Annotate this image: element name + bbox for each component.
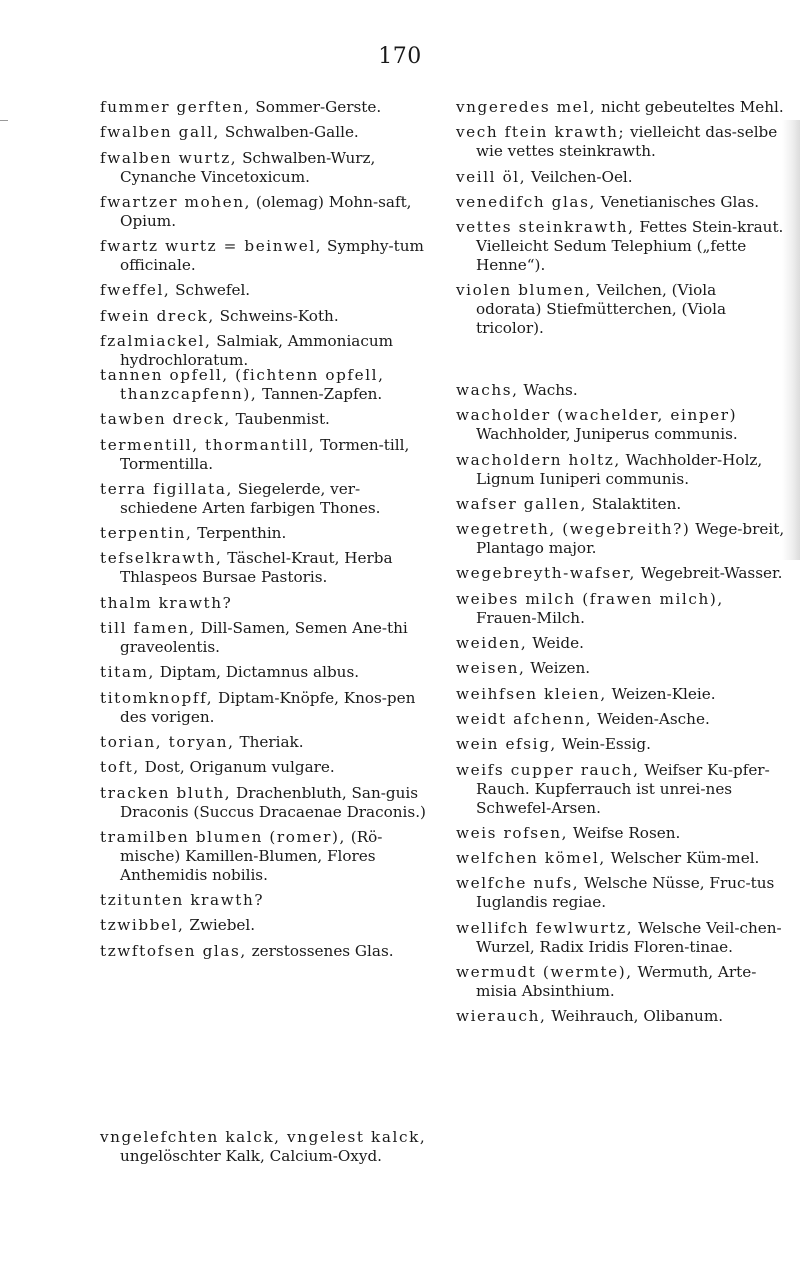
entry-headword: thalm krawth? [100,593,233,612]
entry-headword: venedifch glas, [456,192,596,211]
dictionary-entry [456,634,786,653]
dictionary-entry [100,524,432,543]
entry-headword: tzitunten krawth? [100,891,265,910]
entry-definition: Welscher Küm-mel. [610,849,760,868]
entry-headword: fwalben gall, [100,123,220,142]
entry-headword: titam, [100,663,155,682]
entry-definition: nicht gebeuteltes Mehl. [600,98,784,116]
entry-definition: vielleicht das-selbe wie vettes steinkrawth. [476,123,778,161]
dictionary-entry [100,237,432,275]
entry-headword: till famen, [100,619,196,638]
entry-headword: weibes milch (frawen milch), [456,589,724,608]
right-group-1 [456,98,786,345]
dictionary-entry [100,480,432,518]
entry-definition: Veilchen-Oel. [531,167,633,186]
entry-headword: wachs, [456,381,519,399]
entry-definition: Schwefel. [175,281,251,300]
entry-headword: welfchen kömel, [456,849,606,868]
entry-headword: vngelefchten kalck, vngelest kalck, [100,1128,427,1146]
entry-headword: terra figillata, [100,479,233,498]
entry-headword: tzwftofsen glas, [100,941,247,960]
entry-definition: Stalaktiten. [591,494,682,513]
entry-definition: Theriak. [239,732,304,751]
entry-definition: Wachholder-Holz, Lignum Iuniperi communis. [476,450,763,488]
dictionary-entry [456,123,786,161]
entry-headword: tefselkrawth, [100,549,223,568]
entry-definition: Dill-Samen, Semen Ane-thi graveolentis. [120,619,408,657]
dictionary-entry [100,193,432,231]
dictionary-entry [456,495,786,514]
entry-definition: Tannen-Zapfen. [262,385,383,403]
dictionary-entry [456,963,786,1001]
entry-headword: violen blumen, [456,281,592,300]
entry-definition: Schwalben-Wurz, Cynanche Vincetoxicum. [120,148,376,186]
dictionary-entry [456,564,786,583]
dictionary-entry [456,1007,786,1026]
entry-headword: fwein dreck, [100,306,215,325]
entry-definition: Wein-Essig. [561,735,651,754]
entry-headword: wellifch fewlwurtz, [456,918,634,937]
dictionary-entry [456,659,786,678]
dictionary-entry [100,594,432,613]
dictionary-entry [100,758,432,777]
entry-headword: tawben dreck, [100,410,231,429]
entry-definition: Veilchen, (Viola odorata) Stiefmütterchen, (Viola tricolor). [476,281,727,338]
dictionary-entry [100,549,432,587]
right-group-2 [456,381,786,1033]
dictionary-entry [456,590,786,628]
dictionary-entry [456,168,786,187]
dictionary-entry [100,436,432,474]
margin-dash [0,120,8,121]
entry-definition: Wegebreit-Wasser. [640,564,783,583]
dictionary-entry [100,307,432,326]
entry-definition: Siegelerde, ver-schiedene Arten farbigen Thones. [120,479,381,517]
entry-headword: fummer gerften, [100,98,251,116]
entry-definition: Welsche Nüsse, Fruc-tus Iuglandis regiae. [476,874,775,912]
entry-headword: fwalben wurtz, [100,148,238,167]
entry-definition: Schweins-Koth. [219,306,339,325]
entry-definition: Welsche Veil-chen-Wurzel, Radix Iridis Floren-tinae. [476,918,782,956]
dictionary-entry [456,849,786,868]
entry-headword: fwartzer mohen, [100,192,252,211]
entry-headword: wegetreth, (wegebreith?) [456,520,691,539]
entry-headword: vngeredes mel, [456,98,597,116]
dictionary-entry [100,942,432,961]
dictionary-entry [100,916,432,935]
dictionary-entry [456,824,786,843]
dictionary-entry [456,451,786,489]
entry-headword: wacholder (wachelder, einper) [456,406,738,425]
dictionary-entry [100,98,432,117]
entry-headword: titomknopff, [100,688,214,707]
entry-headword: veill öl, [456,167,527,186]
entry-headword: weis rofsen, [456,823,569,842]
entry-headword: fwartz wurtz = beinwel, [100,237,323,256]
entry-definition: Weihrauch, Olibanum. [551,1007,724,1026]
entry-definition: Wege-breit, Plantago major. [476,520,785,558]
dictionary-entry [100,281,432,300]
entry-definition: Weide. [532,634,584,653]
entry-definition: Weifser Ku-pfer-Rauch. Kupferrauch ist unrei-nes Schwefel-Arsen. [476,760,770,817]
entry-headword: wacholdern holtz, [456,450,621,469]
entry-definition: Weiden-Asche. [597,709,710,728]
dictionary-entry [456,98,786,117]
entry-definition: Venetianisches Glas. [600,192,760,211]
dictionary-entry [100,784,432,822]
entry-headword: tracken bluth, [100,783,232,802]
entry-headword: vech ftein krawth; [456,123,626,142]
entry-definition: Tormen-till, Tormentilla. [120,435,410,473]
dictionary-entry [100,1128,432,1166]
entry-headword: weiden, [456,634,528,653]
dictionary-entry [456,919,786,957]
entry-definition: zerstossenes Glas. [251,941,394,960]
dictionary-entry [100,733,432,752]
entry-headword: toft, [100,758,140,777]
entry-headword: weifs cupper rauch, [456,760,640,779]
entry-headword: weihfsen kleien, [456,684,607,703]
dictionary-entry [456,710,786,729]
entry-headword: wafser gallen, [456,494,588,513]
entry-headword: vettes steinkrawth, [456,218,635,237]
entry-headword: weidt afchenn, [456,709,593,728]
entry-definition: Weizen. [530,659,591,678]
entry-definition: Diptam, Dictamnus albus. [159,663,360,682]
entry-headword: weisen, [456,659,526,678]
dictionary-entry [100,828,432,885]
dictionary-entry [456,406,786,444]
entry-definition: Schwalben-Galle. [224,123,359,142]
page-number: 170 [378,44,422,69]
dictionary-entry [100,663,432,682]
dictionary-entry [100,619,432,657]
entry-definition: Weizen-Kleie. [611,684,716,703]
left-group-1 [100,98,432,376]
entry-headword: termentill, thormantill, [100,435,316,454]
dictionary-entry [456,520,786,558]
dictionary-entry [456,381,786,400]
entry-definition: Zwiebel. [189,916,256,935]
entry-definition: Wachholder, Juniperus communis. [476,425,738,444]
entry-definition: (olemag) Mohn-saft, Opium. [120,192,412,230]
dictionary-entry [456,761,786,818]
entry-definition: (Rö-mische) Kamillen-Blumen, Flores Anthemidis nobilis. [120,827,383,884]
dictionary-entry [100,149,432,187]
entry-definition: Taubenmist. [235,410,330,429]
entry-definition: Sommer-Gerste. [255,98,382,116]
entry-definition: Dost, Origanum vulgare. [144,758,335,777]
entry-definition: Täschel-Kraut, Herba Thlaspeos Bursae Pastoris. [120,549,393,587]
entry-definition: Diptam-Knöpfe, Knos-pen des vorigen. [120,688,416,726]
dictionary-entry [456,193,786,212]
left-group-2 [100,366,432,967]
dictionary-entry [456,685,786,704]
entry-definition: Symphy-tum officinale. [120,237,424,275]
entry-headword: welfche nufs, [456,874,580,893]
entry-headword: tzwibbel, [100,916,185,935]
dictionary-entry [100,332,432,370]
dictionary-entry [100,689,432,727]
entry-headword: torian, toryan, [100,732,235,751]
entry-definition: Frauen-Milch. [476,608,585,627]
entry-definition: Wachs. [523,381,578,399]
entry-headword: terpentin, [100,524,193,543]
entry-definition: Terpenthin. [197,524,287,543]
dictionary-entry [456,281,786,338]
entry-definition: ungelöschter Kalk, Calcium-Oxyd. [120,1147,383,1165]
left-group-3 [100,1128,432,1172]
entry-headword: wein efsig, [456,735,557,754]
dictionary-entry [100,366,432,404]
entry-headword: tramilben blumen (romer), [100,827,346,846]
entry-headword: fweffel, [100,281,171,300]
entry-headword: wierauch, [456,1007,547,1026]
dictionary-entry [100,123,432,142]
dictionary-entry [456,735,786,754]
entry-headword: wermudt (wermte), [456,963,633,982]
entry-definition: Drachenbluth, San-guis Draconis (Succus Dracaenae Draconis.) [120,783,426,821]
dictionary-entry [100,410,432,429]
dictionary-entry [456,874,786,912]
entry-headword: fzalmiackel, [100,332,212,351]
entry-definition: Wermuth, Arte-misia Absinthium. [476,963,757,1001]
dictionary-entry [456,218,786,275]
entry-headword: wegebreyth-wafser, [456,564,636,583]
dictionary-entry [100,891,432,910]
entry-definition: Weifse Rosen. [572,823,681,842]
entry-definition: Salmiak, Ammoniacum hydrochloratum. [120,332,394,370]
entry-definition: Fettes Stein-kraut. Vielleicht Sedum Telephium („fette Henne“). [476,218,784,275]
entry-headword: tannen opfell, (fichtenn opfell, thanzcapfenn), [100,366,385,403]
